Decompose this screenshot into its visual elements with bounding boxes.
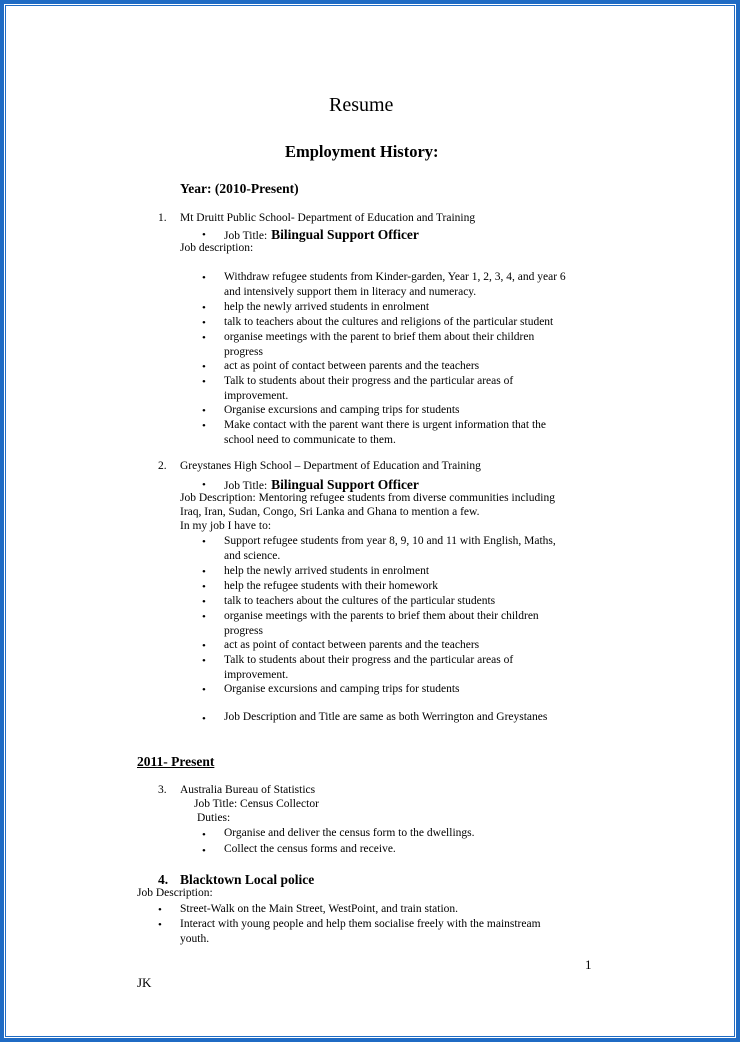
job3-duties-label: Duties: [197, 812, 231, 824]
job2-duty-line: progress [224, 624, 263, 637]
job1-duty [224, 374, 513, 403]
job1-duty [224, 418, 546, 447]
job4-employer: Blacktown Local police [180, 872, 315, 887]
job1-duty [224, 315, 553, 330]
job2-duty-bullet: • [202, 566, 206, 578]
job2-duty-bullet: • [202, 536, 206, 548]
job1-duty [224, 403, 460, 418]
year-heading: Year: (2010-Present) [180, 181, 299, 196]
job2-duty-bullet: • [202, 655, 206, 667]
job3-title: Job Title: Census Collector [194, 798, 319, 810]
job2-duty-bullet: • [202, 684, 206, 696]
job2-title-bullet: • [202, 479, 206, 491]
job2-duty-bullet: • [202, 596, 206, 608]
job2-title-label: Job Title: [224, 480, 268, 492]
job1-duty-line: Organise excursions and camping trips for students [224, 404, 460, 416]
job2-duty-line: Talk to students about their progress and the particular areas of [224, 654, 514, 666]
page-number: 1 [585, 957, 592, 972]
job1-employer: Mt Druitt Public School- Department of Education and Training [180, 212, 476, 224]
job2-duty [224, 653, 513, 682]
job2-duty-bullet: • [202, 611, 206, 623]
job2-duty-line: help the refugee students with their homework [224, 580, 438, 592]
job1-duty-line: help the newly arrived students in enrolment [224, 301, 430, 313]
job2-duty [224, 534, 556, 563]
job2-note-bullet: • [202, 713, 206, 725]
job3-employer: Australia Bureau of Statistics [180, 784, 316, 796]
job2-note: Job Description and Title are same as both Werrington and Greystanes [224, 711, 548, 723]
job2-duty [224, 638, 479, 653]
job1-title-label: Job Title: [224, 230, 268, 242]
job2-duty-line: Support refugee students from year 8, 9, 10 and 11 with English, Maths, [224, 535, 556, 547]
job4-duty-line: Street-Walk on the Main Street, WestPoint, and train station. [180, 903, 459, 915]
job4-duty-line: Interact with young people and help them socialise freely with the mainstream [180, 918, 541, 930]
job4-duty [180, 902, 458, 917]
job3-duty: Collect the census forms and receive. [224, 843, 396, 855]
job1-title-bullet: • [202, 229, 206, 241]
job1-duty-line: Withdraw refugee students from Kinder-garden, Year 1, 2, 3, 4, and year 6 [224, 271, 566, 283]
job1-duty-line: and intensively support them in literacy and numeracy. [224, 285, 477, 298]
job1-duty-line: talk to teachers about the cultures and religions of the particular student [224, 316, 554, 328]
job2-duty-line: talk to teachers about the cultures of the particular students [224, 595, 496, 607]
page-title: Resume [329, 94, 394, 116]
job1-title-line [224, 226, 419, 244]
job1-duty-bullet: • [202, 332, 206, 344]
job4-duty [180, 917, 541, 946]
job4-duty-bullet: • [158, 904, 162, 916]
job3-duty: Organise and deliver the census form to the dwellings. [224, 827, 475, 839]
job1-title: Bilingual Support Officer [271, 227, 419, 242]
job3-duty-bullet: • [202, 829, 206, 841]
job2-duty-line: help the newly arrived students in enrolment [224, 565, 430, 577]
job1-duty-bullet: • [202, 361, 206, 373]
job2-duty [224, 609, 539, 638]
job1-duty-bullet: • [202, 376, 206, 388]
job4-number: 4. [158, 872, 169, 887]
job1-duty-bullet: • [202, 405, 206, 417]
job2-desc-line-2: Iraq, Iran, Sudan, Congo, Sri Lanka and Ghana to mention a few. [180, 506, 480, 518]
job1-duty-line: Talk to students about their progress and the particular areas of [224, 375, 514, 387]
job2-duty [224, 594, 495, 609]
job2-duty-bullet: • [202, 581, 206, 593]
job2-duty-line: improvement. [224, 668, 289, 681]
job1-duty [224, 359, 479, 374]
job2-number: 2. [158, 460, 167, 472]
job3-duty-bullet: • [202, 845, 206, 857]
job1-duty-line: Make contact with the parent want there is urgent information that the [224, 419, 547, 431]
job3-number: 3. [158, 784, 167, 796]
job2-desc-line-1: Job Description: Mentoring refugee students from diverse communities including [180, 492, 555, 504]
section-2011-heading: 2011- Present [137, 754, 215, 769]
job1-duty [224, 270, 566, 299]
job1-desc-label: Job description: [180, 242, 254, 254]
job2-duty [224, 682, 460, 697]
job2-duty [224, 564, 429, 579]
job4-duty-bullet: • [158, 919, 162, 931]
footer-initials: JK [137, 975, 152, 990]
job1-number: 1. [158, 212, 167, 224]
job1-duty-line: act as point of contact between parents and the teachers [224, 360, 480, 372]
job2-title: Bilingual Support Officer [271, 477, 419, 492]
job2-duty-line: act as point of contact between parents and the teachers [224, 639, 480, 651]
job1-duty-line: organise meetings with the parent to brief them about their children [224, 331, 535, 343]
job2-employer: Greystanes High School – Department of Education and Training [180, 460, 481, 472]
job2-duty-line: and science. [224, 549, 281, 562]
job2-duty [224, 579, 438, 594]
job1-duty-bullet: • [202, 317, 206, 329]
job1-duty-bullet: • [202, 420, 206, 432]
job2-desc-line-3: In my job I have to: [180, 520, 272, 532]
job1-duty-bullet: • [202, 302, 206, 314]
job2-duty-line: organise meetings with the parents to brief them about their children [224, 610, 539, 622]
job1-duty [224, 330, 534, 359]
job2-duty-bullet: • [202, 640, 206, 652]
job1-duty-line: school need to communicate to them. [224, 433, 396, 446]
job1-duty [224, 300, 429, 315]
job1-duty-bullet: • [202, 272, 206, 284]
job1-duty-line: improvement. [224, 389, 289, 402]
job4-desc-label: Job Description: [137, 887, 213, 899]
employment-history-heading: Employment History: [285, 142, 439, 161]
job4-duty-line: youth. [180, 932, 210, 945]
job2-duty-line: Organise excursions and camping trips for students [224, 683, 460, 695]
job1-duty-line: progress [224, 345, 263, 358]
